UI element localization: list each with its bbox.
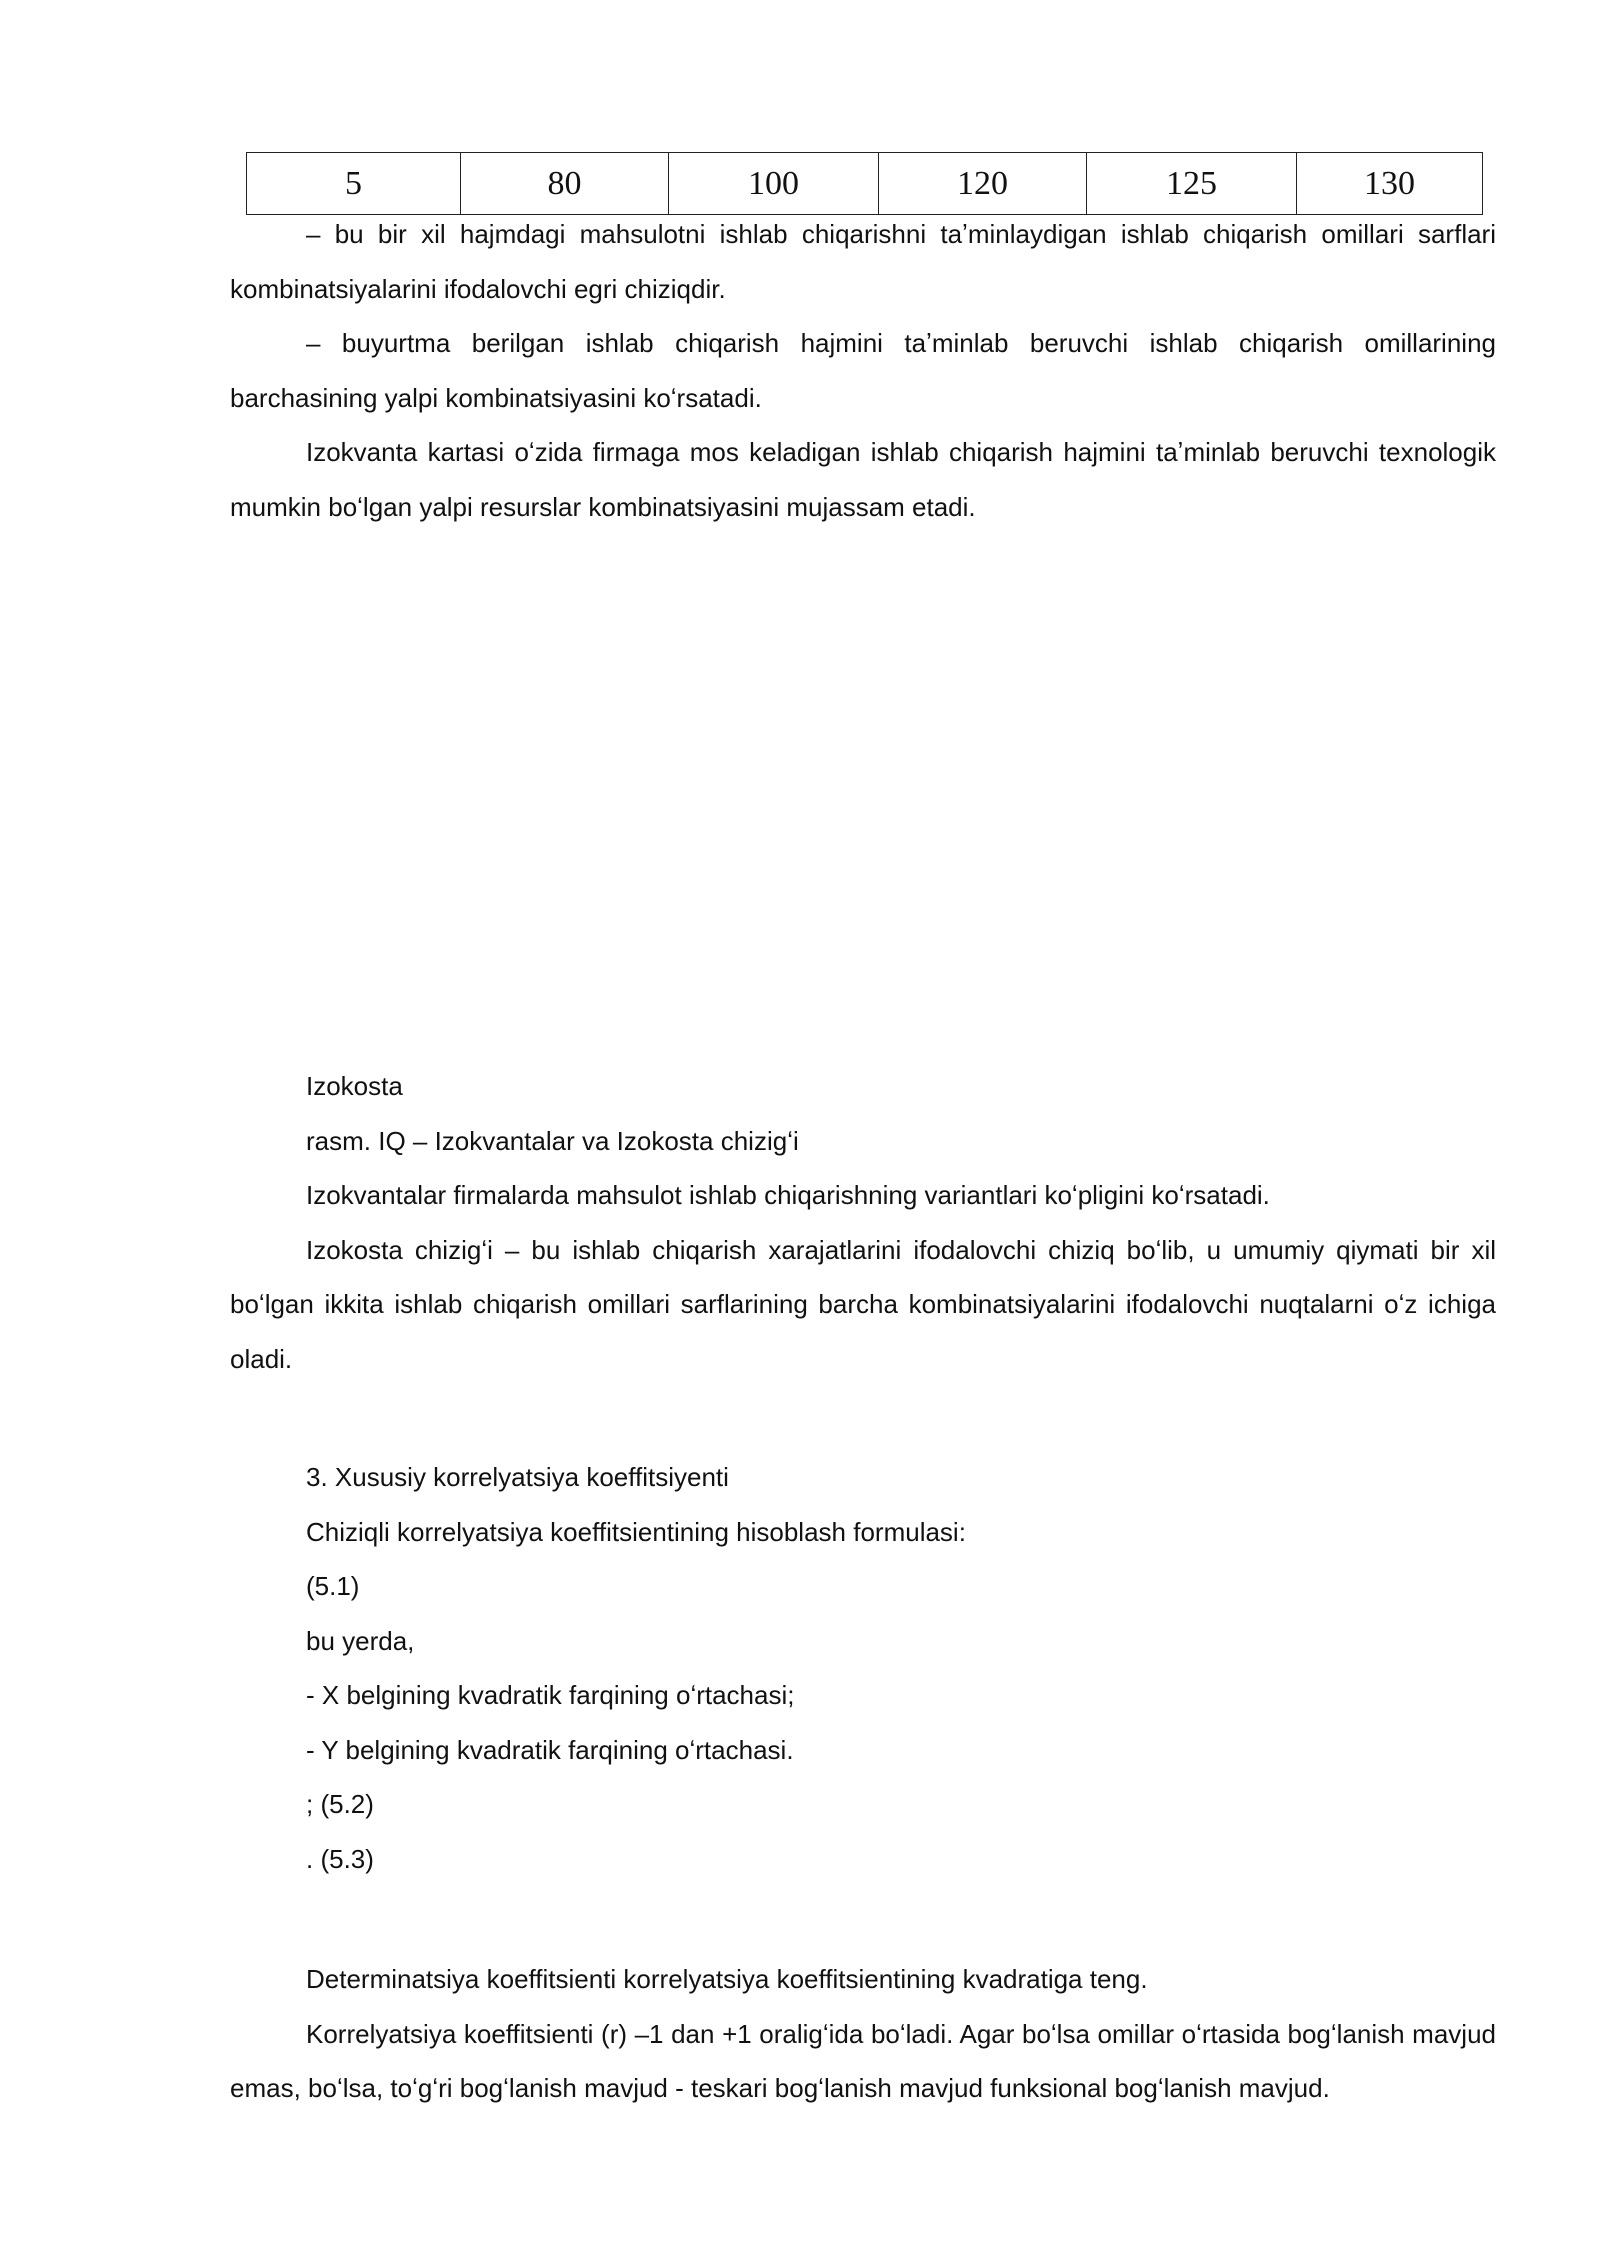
definition-item: - Y belgining kvadratik farqining oʻrtachasi. [306,1734,794,1765]
formula-number: . (5.3) [306,1843,374,1874]
data-table [246,152,1483,215]
paragraph: Izokosta chizigʻi – bu ishlab chiqarish xarajatlarini ifodalovchi chiziq boʻlib, u umumiy qiymati bir xil boʻlgan ikkita ishlab chiqarish omillari sarflarining barcha kombinatsiyalarini ifodalovchi nuqtalarni oʻz ichiga oladi. [230,1234,1496,1374]
paragraph: – buyurtma berilgan ishlab chiqarish hajmini taʼminlab beruvchi ishlab chiqarish omillarining barchasining yalpi kombinatsiyasini koʻrsatadi. [230,328,1496,413]
table-cell: 125 [1087,153,1297,215]
paragraph: Korrelyatsiya koeffitsienti (r) –1 dan +1 oraligʻida boʻladi. Agar boʻlsa omillar oʻrtasida bogʻlanish mavjud emas, boʻlsa, toʻgʻri bogʻlanish mavjud - teskari bogʻlanish mavjud funksional bogʻlanish mavjud. [230,2018,1496,2103]
text-section-isoquant [230,207,1496,534]
paragraph: – bu bir xil hajmdagi mahsulotni ishlab chiqarishni taʼminlaydigan ishlab chiqarish omillari sarflari kombinatsiyalarini ifodalovchi egri chiziqdir. [230,219,1496,304]
table-row [247,153,1483,215]
table-cell: 80 [461,153,669,215]
table-cell: 100 [669,153,879,215]
table-cell: 130 [1297,153,1483,215]
text-section-determination [230,1952,1496,2116]
definition-item: - X belgining kvadratik farqining oʻrtachasi; [306,1680,795,1710]
formula-intro: Chiziqli korrelyatsiya koeffitsientining hisoblash formulasi: [306,1516,966,1547]
formula-number: ; (5.2) [306,1789,374,1819]
where-label: bu yerda, [306,1625,415,1656]
figure-caption: rasm. IQ – Izokvantalar va Izokosta chizigʻi [306,1125,799,1156]
paragraph: Izokvantalar firmalarda mahsulot ishlab chiqarishning variantlari koʻpligini koʻrsatadi. [306,1180,1270,1210]
section-heading: 3. Xususiy korrelyatsiya koeffitsiyenti [306,1462,729,1492]
figure-label: Izokosta [306,1071,403,1101]
formula-number: (5.1) [306,1571,360,1601]
paragraph: Determinatsiya koeffitsienti korrelyatsiya koeffitsientining kvadratiga teng. [306,1964,1148,1994]
text-section-correlation [230,1450,1496,1886]
table-cell: 5 [247,153,461,215]
text-section-figure [230,1059,1496,1386]
paragraph: Izokvanta kartasi oʻzida firmaga mos keladigan ishlab chiqarish hajmini taʼminlab beruvchi texnologik mumkin boʻlgan yalpi resurslar kombinatsiyasini mujassam etadi. [230,437,1496,522]
table-cell: 120 [879,153,1087,215]
